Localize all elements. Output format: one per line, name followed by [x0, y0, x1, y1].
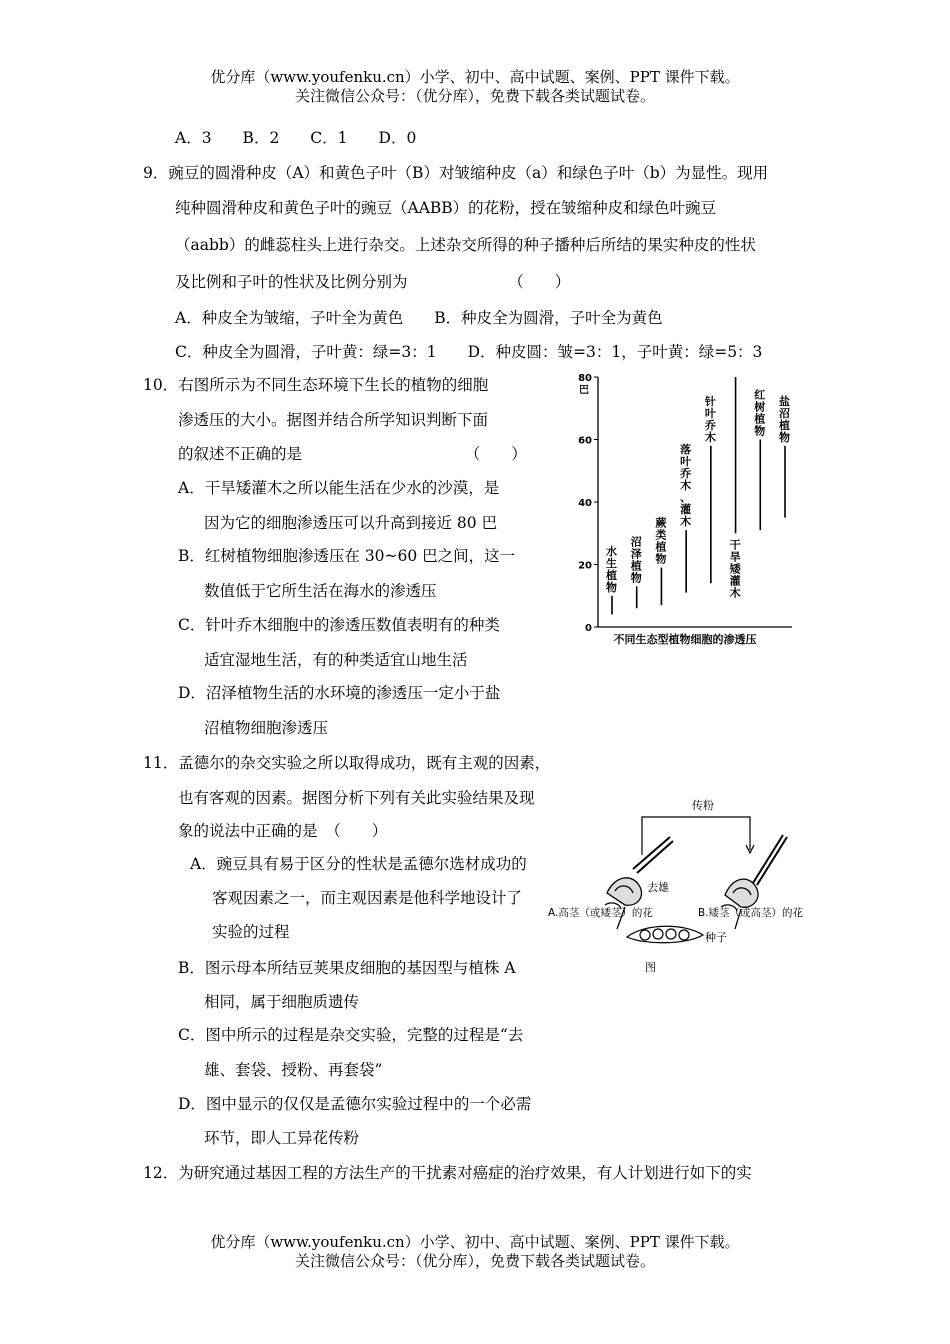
q10-option-d-1: D．沼泽植物生活的水环境的渗透压一定小于盐	[178, 684, 501, 702]
header-line-2: 关注微信公众号：（优分库），免费下载各类试题试卷。	[294, 87, 655, 105]
chart-y-tick-label: 80	[578, 373, 592, 384]
q12-line-1: 12．为研究通过基因工程的方法生产的干扰素对癌症的治疗效果，有人计划进行如下的实	[143, 1164, 752, 1182]
figure-label-pollination: 传粉	[692, 799, 714, 812]
footer-line-1: 优分库（www.youfenku.cn）小学、初中、高中试题、案例、PPT 课件下载。	[210, 1233, 740, 1251]
q11-option-d-1: D．图中显示的仅仅是孟德尔实验过程中的一个必需	[178, 1095, 532, 1113]
q10-option-b-1: B．红树植物细胞渗透压在 30~60 巴之间，这一	[178, 547, 516, 565]
pea-pod-icon	[627, 926, 703, 943]
q9-line-3: （aabb）的雌蕊柱头上进行杂交。上述杂交所得的种子播种后所结的果实种皮的性状	[175, 236, 756, 254]
chart-y-tick-label: 20	[578, 560, 592, 572]
chart-y-tick-label: 60	[578, 435, 592, 447]
osmotic-pressure-chart	[560, 365, 810, 655]
q11-option-a-1: A．豌豆具有易于区分的性状是孟德尔选材成功的	[190, 855, 527, 873]
chart-series-label: 红树植物	[754, 388, 766, 438]
figure-label-flower-b: B.矮茎（或高茎）的花	[698, 907, 804, 919]
figure-label-flower-a: A.高茎（或矮茎）的花	[548, 907, 653, 919]
q10-line-3: 的叙述不正确的是 （ ）	[178, 445, 527, 463]
chart-series-label: 针叶乔木	[704, 394, 716, 444]
pollination-bracket	[642, 817, 750, 855]
figure-label-seed: 种子	[705, 931, 727, 944]
q9-option-cd: C．种皮全为圆滑，子叶黄：绿=3：1 D．种皮圆：皱=3：1，子叶黄：绿=5：3	[175, 343, 763, 361]
figure-label-emasculate: 去雄	[647, 881, 669, 894]
q9-line-1: 9．豌豆的圆滑种皮（A）和黄色子叶（B）对皱缩种皮（a）和绿色子叶（b）为显性。现用	[143, 164, 769, 182]
chart-series-label: 干旱矮灌木	[729, 538, 741, 600]
q9-line-4: 及比例和子叶的性状及比例分别为 （ ）	[175, 273, 571, 291]
q10-option-c-2: 适宜湿地生活，有的种类适宜山地生活	[204, 651, 468, 669]
q11-option-b-1: B．图示母本所结豆荚果皮细胞的基因型与植株 A	[178, 959, 516, 977]
q11-option-a-2: 客观因素之一，而主观因素是他科学地设计了	[212, 889, 523, 907]
figure-caption: 图	[645, 961, 656, 974]
header-line-1: 优分库（www.youfenku.cn）小学、初中、高中试题、案例、PPT 课件下载。	[210, 68, 740, 86]
chart-series-label: 水生植物	[606, 544, 617, 594]
q10-option-b-2: 数值低于它所生活在海水的渗透压	[204, 582, 437, 600]
chart-series-label: 蕨类植物	[655, 516, 667, 566]
q11-option-c-1: C．图中所示的过程是杂交实验，完整的过程是“去	[178, 1026, 524, 1044]
q9-option-ab: A．种皮全为皱缩，子叶全为黄色 B．种皮全为圆滑，子叶全为黄色	[175, 309, 663, 327]
q9-line-2: 纯种圆滑种皮和黄色子叶的豌豆（AABB）的花粉，授在皱缩种皮和绿色叶豌豆	[175, 199, 717, 217]
chart-series-label: 沼泽植物	[630, 535, 642, 585]
chart-y-axis-label: 巴	[579, 385, 589, 396]
q8-options: A．3 B．2 C．1 D．0	[175, 129, 417, 147]
q11-option-c-2: 雄、套袋、授粉、再套袋”	[204, 1061, 383, 1079]
q11-line-3: 象的说法中正确的是 （ ）	[178, 822, 388, 840]
chart-y-tick-label: 40	[578, 498, 592, 509]
chart-title: 不同生态型植物细胞的渗透压	[613, 633, 757, 646]
chart-series-label: 盐沼植物	[779, 394, 790, 444]
q10-line-2: 渗透压的大小。据图并结合所学知识判断下面	[178, 411, 489, 429]
q10-option-a-2: 因为它的细胞渗透压可以升高到接近 80 巴	[204, 514, 498, 532]
q10-option-a-1: A．干旱矮灌木之所以能生活在少水的沙漠，是	[178, 479, 500, 497]
q11-line-1: 11．孟德尔的杂交实验之所以取得成功，既有主观的因素，	[143, 754, 551, 772]
footer-line-2: 关注微信公众号：（优分库），免费下载各类试题试卷。	[294, 1252, 655, 1270]
q11-option-d-2: 环节，即人工异花传粉	[204, 1129, 360, 1147]
q10-option-d-2: 沼植物细胞渗透压	[204, 719, 329, 737]
chart-y-tick-label: 0	[585, 623, 592, 634]
q11-option-a-3: 实验的过程	[212, 923, 290, 941]
q10-line-1: 10．右图所示为不同生态环境下生长的植物的细胞	[143, 376, 489, 394]
pollination-figure	[545, 795, 845, 985]
q11-option-b-2: 相同，属于细胞质遗传	[204, 993, 360, 1011]
q10-option-c-1: C．针叶乔木细胞中的渗透压数值表明有的种类	[178, 616, 500, 634]
q11-line-2: 也有客观的因素。据图分析下列有关此实验结果及现	[178, 789, 535, 807]
chart-series-label: 落叶乔木、灌木	[680, 443, 692, 529]
